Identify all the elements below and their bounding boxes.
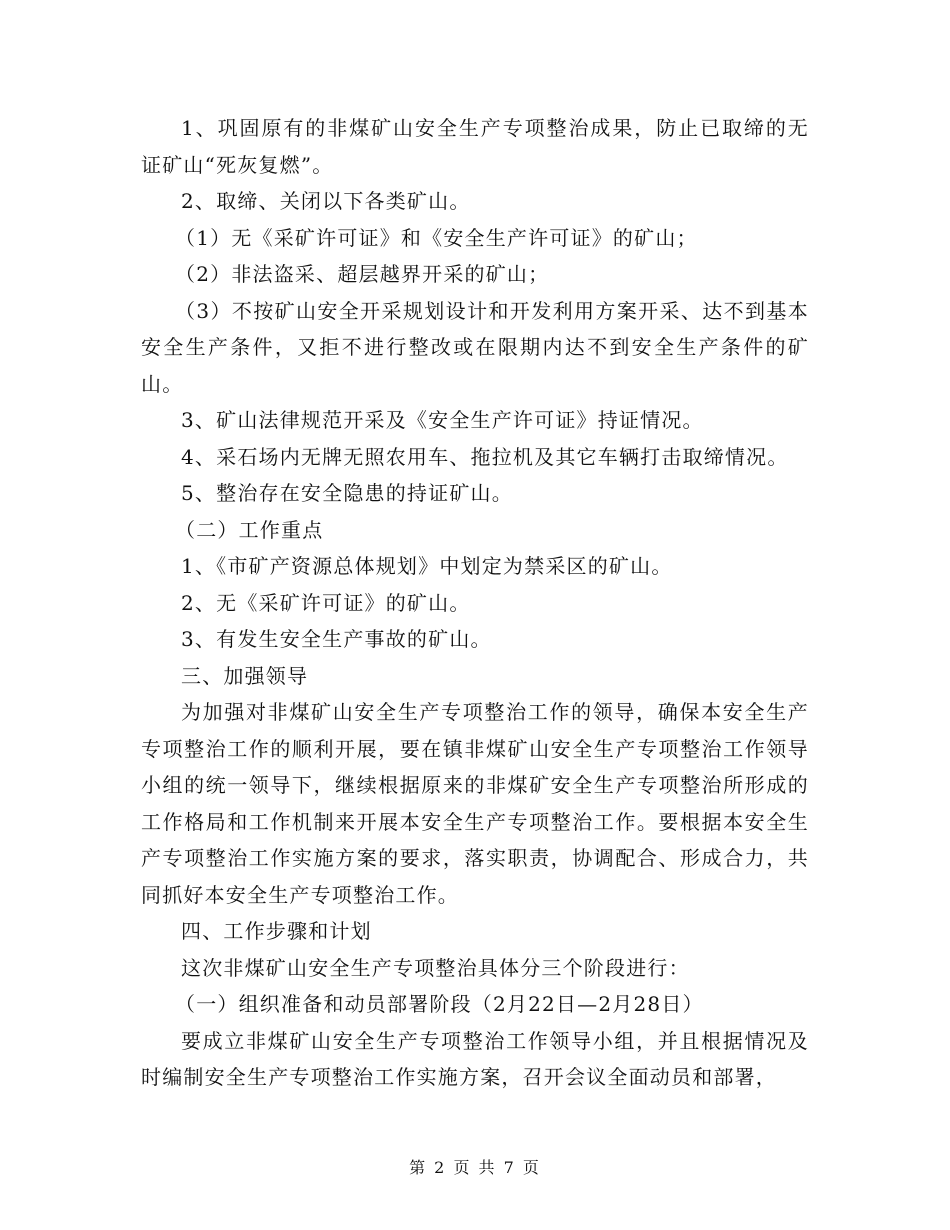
paragraph: 3、矿山法律规范开采及《安全生产许可证》持证情况。 <box>181 408 704 432</box>
paragraph: 1、《市矿产资源总体规划》中划定为禁采区的矿山。 <box>181 554 673 578</box>
paragraph: 这次非煤矿山安全生产专项整治具体分三个阶段进行： <box>181 955 690 980</box>
page-number-footer: 第 2 页 共 7 页 <box>409 1158 541 1177</box>
paragraph: （一）组织准备和动员部署阶段（2月22日—2月28日） <box>175 992 704 1016</box>
section-heading: 四、工作步骤和计划 <box>181 919 372 943</box>
paragraph: （3）不按矿山安全开采规划设计和开发利用方案开采、达不到基本安全生产条件，又拒不进行整改或在限期内达不到安全生产条件的矿山。 <box>141 298 809 396</box>
paragraph: 要成立非煤矿山安全生产专项整治工作领导小组，并且根据情况及时编制安全生产专项整治工作实施方案，召开会议全面动员和部署， <box>141 1028 809 1089</box>
paragraph: 为加强对非煤矿山安全生产专项整治工作的领导，确保本安全生产专项整治工作的顺利开展，要在镇非煤矿山安全生产专项整治工作领导小组的统一领导下，继续根据原来的非煤矿安全生产专项整治所形成的工作格局和工作机制来开展本安全生产专项整治工作。要根据本安全生产专项整治工作实施方案的要求，落实职责，协调配合、形成合力，共同抓好本安全生产专项整治工作。 <box>141 700 809 907</box>
paragraph: （2）非法盗采、超层越界开采的矿山； <box>175 262 550 286</box>
paragraph: 2、无《采矿许可证》的矿山。 <box>181 590 471 615</box>
paragraph: （二）工作重点 <box>175 517 324 542</box>
paragraph: 3、有发生安全生产事故的矿山。 <box>181 627 492 651</box>
paragraph: （1）无《采矿许可证》和《安全生产许可证》的矿山； <box>175 225 698 250</box>
paragraph: 5、整治存在安全隐患的持证矿山。 <box>181 481 513 505</box>
document-body <box>141 110 809 1096</box>
section-heading: 三、加强领导 <box>181 663 309 688</box>
paragraph: 2、取缔、关闭以下各类矿山。 <box>181 189 471 213</box>
paragraph: 1、巩固原有的非煤矿山安全生产专项整治成果，防止已取缔的无证矿山“死灰复燃”。 <box>141 116 809 177</box>
paragraph: 4、采石场内无牌无照农用车、拖拉机及其它车辆打击取缔情况。 <box>181 444 789 469</box>
